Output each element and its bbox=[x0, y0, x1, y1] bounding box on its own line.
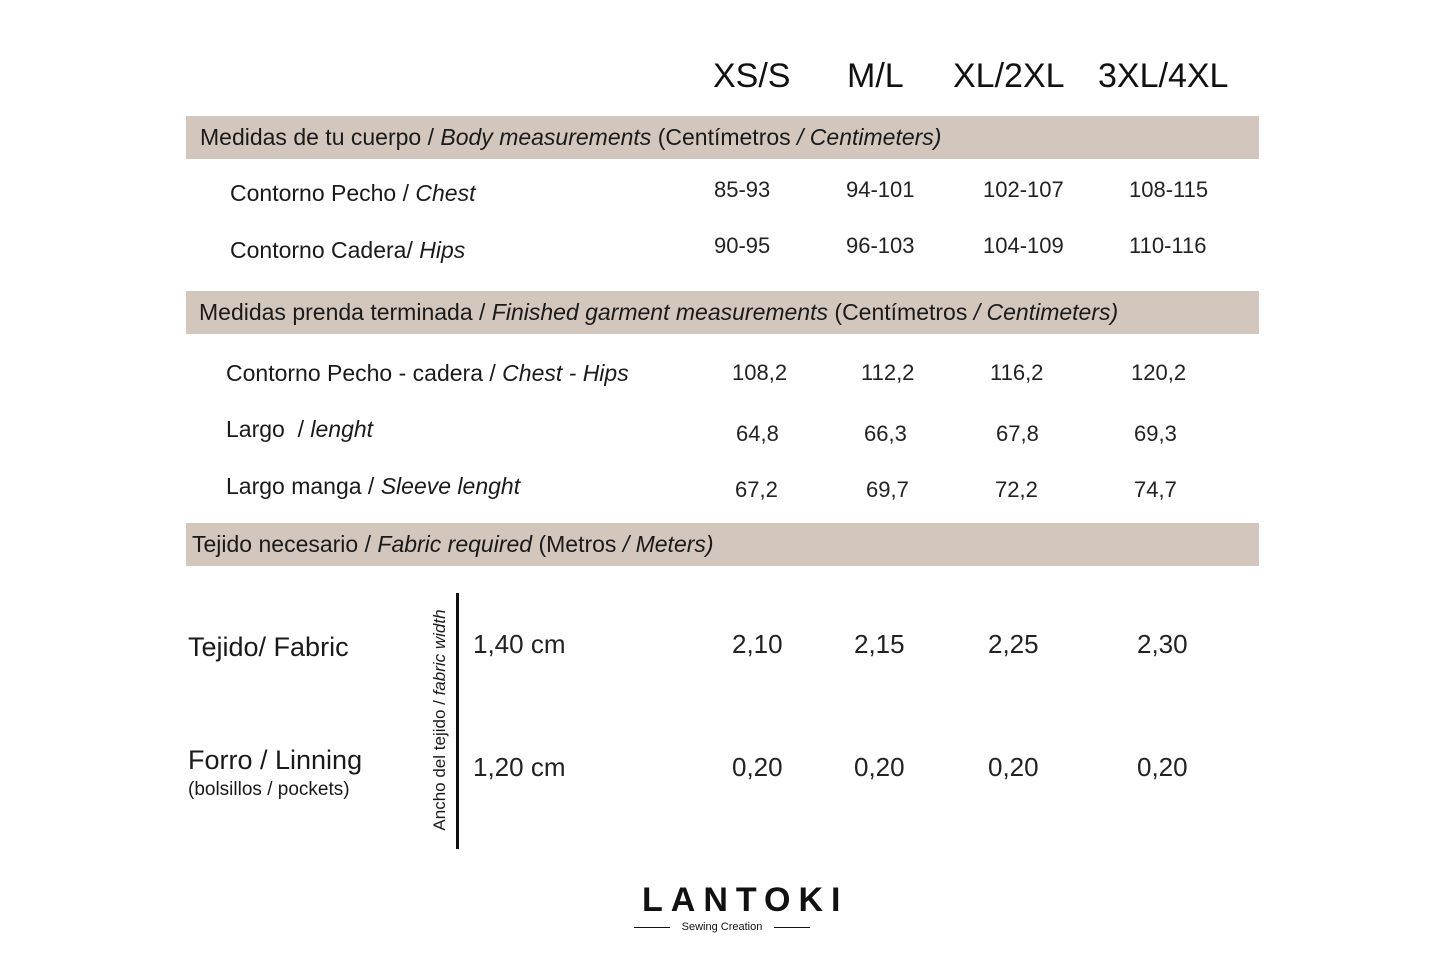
row-label-sleeve-length bbox=[226, 471, 520, 501]
value-chest-hips-m-l: 112,2 bbox=[861, 360, 915, 385]
value-sleeve-3xl-4xl: 74,7 bbox=[1134, 477, 1177, 502]
fabric-value-xl-2xl: 2,25 bbox=[988, 629, 1039, 659]
size-header-xs-s: XS/S bbox=[713, 57, 791, 95]
title-es: Tejido necesario / bbox=[192, 531, 371, 557]
value-length-m-l: 66,3 bbox=[864, 421, 907, 446]
unit-en: / Centimeters) bbox=[973, 299, 1119, 325]
label-es: Largo manga / bbox=[226, 473, 375, 499]
body-measurements-title bbox=[200, 116, 941, 159]
lining-value-xl-2xl: 0,20 bbox=[988, 752, 1039, 782]
value-sleeve-xl-2xl: 72,2 bbox=[995, 477, 1038, 502]
value-chest-3xl-4xl: 108-115 bbox=[1129, 177, 1209, 202]
size-header-xl-2xl: XL/2XL bbox=[953, 57, 1065, 95]
title-es: Medidas de tu cuerpo / bbox=[200, 124, 434, 150]
label-es: Contorno Pecho - cadera / bbox=[226, 360, 496, 386]
tagline-text: Sewing Creation bbox=[681, 921, 763, 933]
garment-measurements-band bbox=[186, 291, 1259, 334]
label-es: Largo / bbox=[226, 416, 304, 442]
size-header-m-l: M/L bbox=[847, 57, 904, 95]
fabric-value-3xl-4xl: 2,30 bbox=[1137, 629, 1188, 659]
unit-open: ( bbox=[538, 531, 547, 557]
unit-es: Centímetros bbox=[665, 124, 791, 150]
value-sleeve-xs-s: 67,2 bbox=[735, 477, 778, 502]
label-en: Sleeve lenght bbox=[380, 473, 521, 499]
axis-es: Ancho del tejido / bbox=[430, 700, 449, 831]
value-chest-xs-s: 85-93 bbox=[714, 177, 771, 202]
lining-row-sublabel: (bolsillos / pockets) bbox=[188, 779, 350, 800]
row-label-chest-hips bbox=[226, 358, 629, 388]
row-label-length bbox=[226, 414, 373, 444]
lining-width-value: 1,20 cm bbox=[473, 752, 566, 782]
fabric-width-divider bbox=[456, 593, 459, 849]
label-en: lenght bbox=[310, 416, 374, 442]
title-en: Fabric required bbox=[377, 531, 533, 557]
value-length-xs-s: 64,8 bbox=[736, 421, 779, 446]
value-length-xl-2xl: 67,8 bbox=[996, 421, 1039, 446]
value-chest-xl-2xl: 102-107 bbox=[983, 177, 1064, 202]
unit-open: ( bbox=[834, 299, 843, 325]
value-chest-hips-xs-s: 108,2 bbox=[732, 360, 788, 385]
row-label-hips bbox=[230, 235, 465, 265]
lining-value-xs-s: 0,20 bbox=[732, 752, 783, 782]
title-es: Medidas prenda terminada / bbox=[199, 299, 486, 325]
label-en: Chest bbox=[415, 180, 476, 206]
title-en: Body measurements bbox=[440, 124, 652, 150]
axis-en: fabric width bbox=[430, 609, 449, 696]
label-es: Contorno Pecho / bbox=[230, 180, 410, 206]
fabric-width-value: 1,40 cm bbox=[473, 629, 566, 659]
row-label-chest bbox=[230, 178, 476, 208]
unit-open: ( bbox=[657, 124, 666, 150]
fabric-width-axis-label bbox=[430, 609, 450, 830]
fabric-value-xs-s: 2,10 bbox=[732, 629, 783, 659]
tagline-rule-left bbox=[634, 927, 670, 928]
unit-en: / Meters) bbox=[622, 531, 714, 557]
size-header-3xl-4xl: 3XL/4XL bbox=[1098, 57, 1229, 95]
label-en: Hips bbox=[419, 237, 466, 263]
value-sleeve-m-l: 69,7 bbox=[866, 477, 909, 502]
value-chest-hips-xl-2xl: 116,2 bbox=[990, 360, 1044, 385]
lining-value-3xl-4xl: 0,20 bbox=[1137, 752, 1188, 782]
garment-measurements-title bbox=[199, 291, 1118, 334]
value-length-3xl-4xl: 69,3 bbox=[1134, 421, 1177, 446]
label-en: Chest - Hips bbox=[502, 360, 629, 386]
value-hips-xl-2xl: 104-109 bbox=[983, 233, 1064, 258]
unit-es: Metros bbox=[546, 531, 617, 557]
value-hips-3xl-4xl: 110-116 bbox=[1129, 233, 1207, 258]
tagline-rule-right bbox=[774, 927, 810, 928]
brand-tagline bbox=[634, 920, 810, 934]
value-hips-m-l: 96-103 bbox=[846, 233, 915, 258]
brand-logo bbox=[634, 880, 849, 934]
unit-es: Centímetros bbox=[842, 299, 968, 325]
fabric-value-m-l: 2,15 bbox=[854, 629, 905, 659]
value-hips-xs-s: 90-95 bbox=[714, 233, 771, 258]
unit-en: / Centimeters) bbox=[797, 124, 942, 150]
label-es: Contorno Cadera/ bbox=[230, 237, 413, 263]
brand-name: LANTOKI bbox=[642, 881, 849, 919]
fabric-required-title bbox=[192, 523, 714, 566]
value-chest-hips-3xl-4xl: 120,2 bbox=[1131, 360, 1187, 385]
lining-row-label: Forro / Linning bbox=[188, 745, 363, 775]
lining-value-m-l: 0,20 bbox=[854, 752, 905, 782]
fabric-row-label: Tejido/ Fabric bbox=[188, 632, 349, 662]
title-en: Finished garment measurements bbox=[491, 299, 828, 325]
fabric-required-band bbox=[186, 523, 1259, 566]
body-measurements-band bbox=[186, 116, 1259, 159]
value-chest-m-l: 94-101 bbox=[846, 177, 915, 202]
